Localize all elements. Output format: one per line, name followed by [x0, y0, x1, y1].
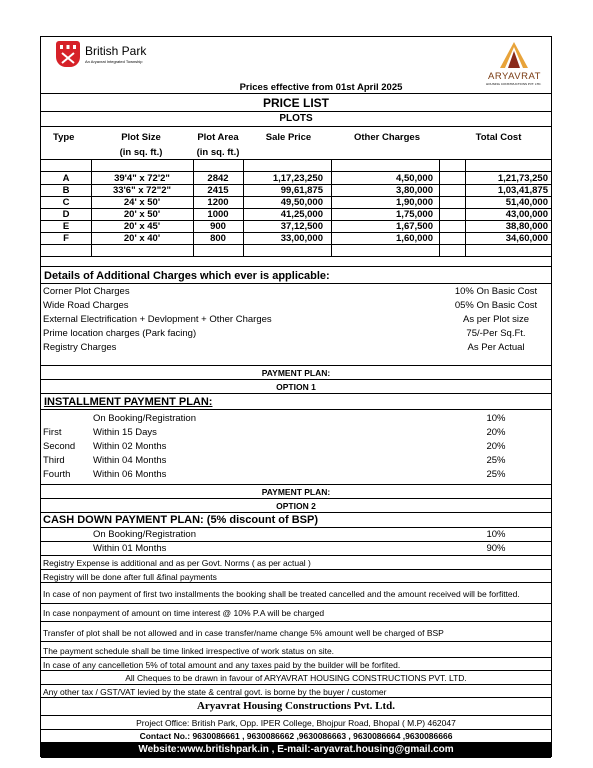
- cell-area: 1000: [207, 209, 229, 220]
- cell-sale: 41,25,000: [280, 209, 323, 220]
- additional-item-value: 10% On Basic Cost: [454, 286, 538, 297]
- cell-size: 24' x 50': [123, 197, 161, 208]
- installment-value: 10%: [486, 413, 506, 424]
- cell-sale: 33,00,000: [280, 233, 323, 244]
- installment-label: Within 04 Months: [93, 455, 167, 466]
- additional-item-label: Corner Plot Charges: [43, 286, 130, 297]
- british-park-logo-icon: [56, 41, 80, 67]
- brand-left-name: British Park: [85, 44, 147, 58]
- installment-plan-heading: INSTALLMENT PAYMENT PLAN:: [44, 396, 213, 408]
- aryavrat-logo-icon: [497, 41, 531, 69]
- col-header-plot-area-unit: (in sq. ft.): [196, 147, 240, 158]
- installment-label: On Booking/Registration: [93, 413, 196, 424]
- cell-area: 2842: [207, 173, 229, 184]
- cell-type: A: [62, 173, 70, 184]
- col-header-total-cost: Total Cost: [475, 132, 522, 143]
- col-header-plot-size: Plot Size: [121, 132, 161, 143]
- cell-size: 20' x 40': [123, 233, 161, 244]
- installment-value: 25%: [486, 455, 506, 466]
- option-1-label: OPTION 1: [276, 382, 316, 392]
- col-header-sale-price: Sale Price: [265, 132, 312, 143]
- installment-label: Within 15 Days: [93, 427, 157, 438]
- payment-plan-label: PAYMENT PLAN:: [261, 368, 331, 378]
- installment-label: Within 06 Months: [93, 469, 167, 480]
- cell-size: 20' x 45': [123, 221, 161, 232]
- note-item: Registry Expense is additional and as per Govt. Norms ( as per actual ): [43, 558, 311, 568]
- footer-website: Website:www.britishpark.in , E-mail:-aryavrat.housing@gmail.com: [138, 744, 454, 755]
- note-item: All Cheques to be drawn in favour of ARYAVRAT HOUSING CONSTRUCTIONS PVT. LTD.: [125, 673, 467, 683]
- cell-total: 1,03,41,875: [497, 185, 548, 196]
- cell-sale: 99,61,875: [280, 185, 323, 196]
- cell-other: 1,90,000: [396, 197, 433, 208]
- col-header-plot-area: Plot Area: [197, 132, 239, 143]
- footer-contact: Contact No.: 9630086661 , 9630086662 ,9630086663 , 9630086664 ,9630086666: [139, 731, 453, 741]
- note-item: Transfer of plot shall be not allowed and in case transfer/name change 5% amount well be charged of BSP: [43, 628, 444, 638]
- cell-total: 34,60,000: [505, 233, 548, 244]
- additional-item-value: As Per Actual: [467, 342, 525, 353]
- cell-other: 1,67,500: [396, 221, 433, 232]
- cell-other: 1,60,000: [396, 233, 433, 244]
- installment-stage: Third: [43, 455, 65, 466]
- brand-left-tagline: An Aryavrat Integrated Township: [85, 59, 143, 64]
- price-list-sheet: [40, 36, 552, 757]
- footer-website-bar: [41, 742, 551, 758]
- payment-plan-label: PAYMENT PLAN:: [261, 487, 331, 497]
- additional-item-label: Wide Road Charges: [43, 300, 129, 311]
- cell-sale: 1,17,23,250: [272, 173, 323, 184]
- brand-right-name: ARYAVRAT: [488, 71, 541, 82]
- additional-item-value: 05% On Basic Cost: [454, 300, 538, 311]
- cell-size: 33'6" x 72"2": [112, 185, 172, 196]
- cash-down-value: 90%: [486, 543, 506, 554]
- cell-other: 4,50,000: [396, 173, 433, 184]
- additional-item-value: 75/-Per Sq.Ft.: [466, 328, 526, 339]
- footer-company-name: Aryavrat Housing Constructions Pvt. Ltd.: [196, 700, 395, 712]
- cell-total: 43,00,000: [505, 209, 548, 220]
- note-item: In case of any cancelletion 5% of total amount and any taxes paid by the builder will be forfited.: [43, 660, 401, 670]
- cell-total: 51,40,000: [505, 197, 548, 208]
- installment-value: 20%: [486, 427, 506, 438]
- additional-item-label: External Electrification + Devlopment + Other Charges: [43, 314, 272, 325]
- installment-stage: Fourth: [43, 469, 71, 480]
- cell-area: 900: [210, 221, 226, 232]
- cell-sale: 37,12,500: [280, 221, 323, 232]
- cell-area: 2415: [207, 185, 229, 196]
- cell-type: B: [62, 185, 70, 196]
- col-header-other-charges: Other Charges: [354, 132, 420, 143]
- installment-value: 20%: [486, 441, 506, 452]
- col-header-plot-size-unit: (in sq. ft.): [119, 147, 163, 158]
- cell-other: 3,80,000: [396, 185, 433, 196]
- cash-down-label: On Booking/Registration: [93, 529, 196, 540]
- note-item: In case of non payment of first two installments the booking shall be treated cancelled and the amount received will be forfitted.: [43, 589, 520, 599]
- cell-type: F: [63, 233, 69, 244]
- additional-item-label: Prime location charges (Park facing): [43, 328, 197, 339]
- cell-area: 800: [210, 233, 226, 244]
- cell-size: 20' x 50': [123, 209, 161, 220]
- option-2-label: OPTION 2: [276, 501, 316, 511]
- additional-item-value: As per Plot size: [463, 314, 529, 325]
- installment-stage: First: [43, 427, 62, 438]
- additional-item-label: Registry Charges: [43, 342, 117, 353]
- page-title: PRICE LIST: [262, 96, 329, 110]
- cell-type: E: [62, 221, 70, 232]
- cell-area: 1200: [207, 197, 229, 208]
- note-item: Any other tax / GST/VAT levied by the state & central govt. is borne by the buyer / customer: [43, 687, 387, 697]
- cell-size: 39'4" x 72'2": [114, 173, 170, 184]
- cell-type: C: [62, 197, 70, 208]
- prices-effective-date: Prices effective from 01st April 2025: [239, 82, 403, 93]
- additional-charges-heading: Details of Additional Charges which ever is applicable:: [44, 270, 330, 282]
- footer-address: Project Office: British Park, Opp. IPER College, Bhojpur Road, Bhopal ( M.P) 462047: [136, 718, 456, 728]
- cell-other: 1,75,000: [396, 209, 433, 220]
- cell-sale: 49,50,000: [280, 197, 323, 208]
- installment-value: 25%: [486, 469, 506, 480]
- cash-down-label: Within 01 Months: [93, 543, 167, 554]
- cell-total: 1,21,73,250: [497, 173, 548, 184]
- note-item: In case nonpayment of amount on time interest @ 10% P.A will be charged: [43, 608, 325, 618]
- plots-subtitle: PLOTS: [279, 113, 313, 124]
- cell-total: 38,80,000: [505, 221, 548, 232]
- note-item: The payment schedule shall be time linked irrespective of work status on site.: [43, 646, 335, 656]
- installment-label: Within 02 Months: [93, 441, 167, 452]
- cell-type: D: [62, 209, 70, 220]
- note-item: Registry will be done after full &final payments: [43, 572, 217, 582]
- cash-down-value: 10%: [486, 529, 506, 540]
- installment-stage: Second: [43, 441, 76, 452]
- cash-down-plan-heading: CASH DOWN PAYMENT PLAN: (5% discount of BSP): [43, 514, 319, 526]
- brand-right-tagline: HOUSING CONSTRUCTIONS PVT. LTD.: [486, 82, 542, 86]
- col-header-type: Type: [53, 132, 75, 143]
